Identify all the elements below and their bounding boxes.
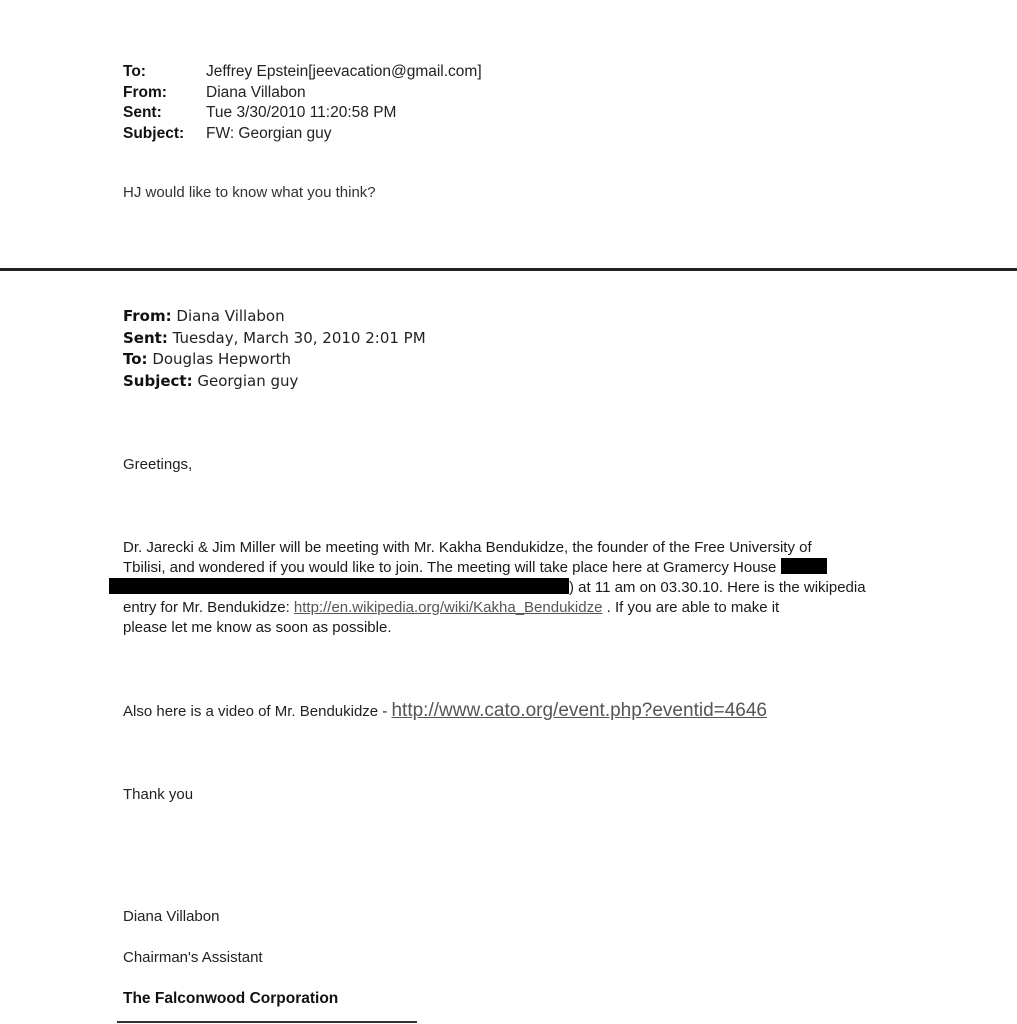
orig-subject-label: Subject: (123, 371, 193, 390)
header-subject-row (123, 124, 482, 145)
header-sent-row (123, 103, 482, 124)
subject-label: Subject: (123, 124, 185, 142)
sent-value: Tue 3/30/2010 11:20:58 PM (206, 104, 397, 121)
redaction-block (109, 578, 569, 594)
body-line-1: Dr. Jarecki & Jim Miller will be meeting with Mr. Kakha Bendukidze, the founder of the Free University of (123, 539, 812, 556)
sent-label: Sent: (123, 104, 162, 121)
signature-title: Chairman's Assistant (123, 949, 263, 966)
forward-email-header (123, 62, 482, 144)
subject-value: FW: Georgian guy (206, 124, 332, 142)
to-label: To: (123, 63, 146, 80)
orig-subject-value: Georgian guy (192, 371, 299, 390)
body-line-4-text: entry for Mr. Bendukidze: (123, 599, 294, 616)
body-line-2-text: Tbilisi, and wondered if you would like to join. The meeting will take place here at Gramercy House (123, 559, 781, 576)
video-text: Also here is a video of Mr. Bendukidze - (123, 703, 392, 720)
forward-note: HJ would like to know what you think? (123, 184, 376, 201)
orig-from-value: Diana Villabon (171, 307, 285, 325)
wikipedia-link[interactable]: http://en.wikipedia.org/wiki/Kakha_Bendukidze (293, 599, 603, 616)
orig-sent-row (123, 328, 426, 350)
greeting: Greetings, (123, 456, 193, 473)
orig-to-row (123, 349, 426, 371)
from-label: From: (123, 83, 167, 101)
video-line (123, 700, 767, 722)
orig-from-label: From: (123, 307, 172, 325)
orig-subject-row (123, 371, 426, 393)
orig-sent-label: Sent: (123, 328, 168, 347)
signature-name: Diana Villabon (123, 908, 220, 925)
header-from-row (123, 83, 482, 104)
orig-from-row (123, 306, 426, 328)
to-value: Jeffrey Epstein[jeevacation@gmail.com] (206, 63, 482, 80)
orig-sent-value: Tuesday, March 30, 2010 2:01 PM (167, 328, 426, 347)
body-line-2 (123, 558, 943, 578)
original-email-header (123, 306, 426, 392)
orig-to-label: To: (123, 350, 148, 368)
body-line-3-text: ) at 11 am on 03.30.10. Here is the wikipedia (569, 579, 866, 596)
body-line-5: please let me know as soon as possible. (123, 619, 392, 636)
body-line-4-tail: . If you are able to make it (602, 599, 780, 616)
signature-company: The Falconwood Corporation (123, 990, 339, 1007)
closing: Thank you (123, 786, 194, 803)
orig-to-value: Douglas Hepworth (147, 350, 292, 368)
from-value: Diana Villabon (206, 83, 306, 101)
header-to-row (123, 62, 482, 83)
body-line-4 (123, 598, 943, 618)
signature-divider (117, 1021, 417, 1023)
message-separator (0, 268, 1017, 271)
body-paragraph (123, 538, 943, 638)
cato-video-link[interactable]: http://www.cato.org/event.php?eventid=4646 (391, 700, 767, 721)
body-line-3 (109, 578, 943, 598)
redaction-block (781, 558, 827, 574)
